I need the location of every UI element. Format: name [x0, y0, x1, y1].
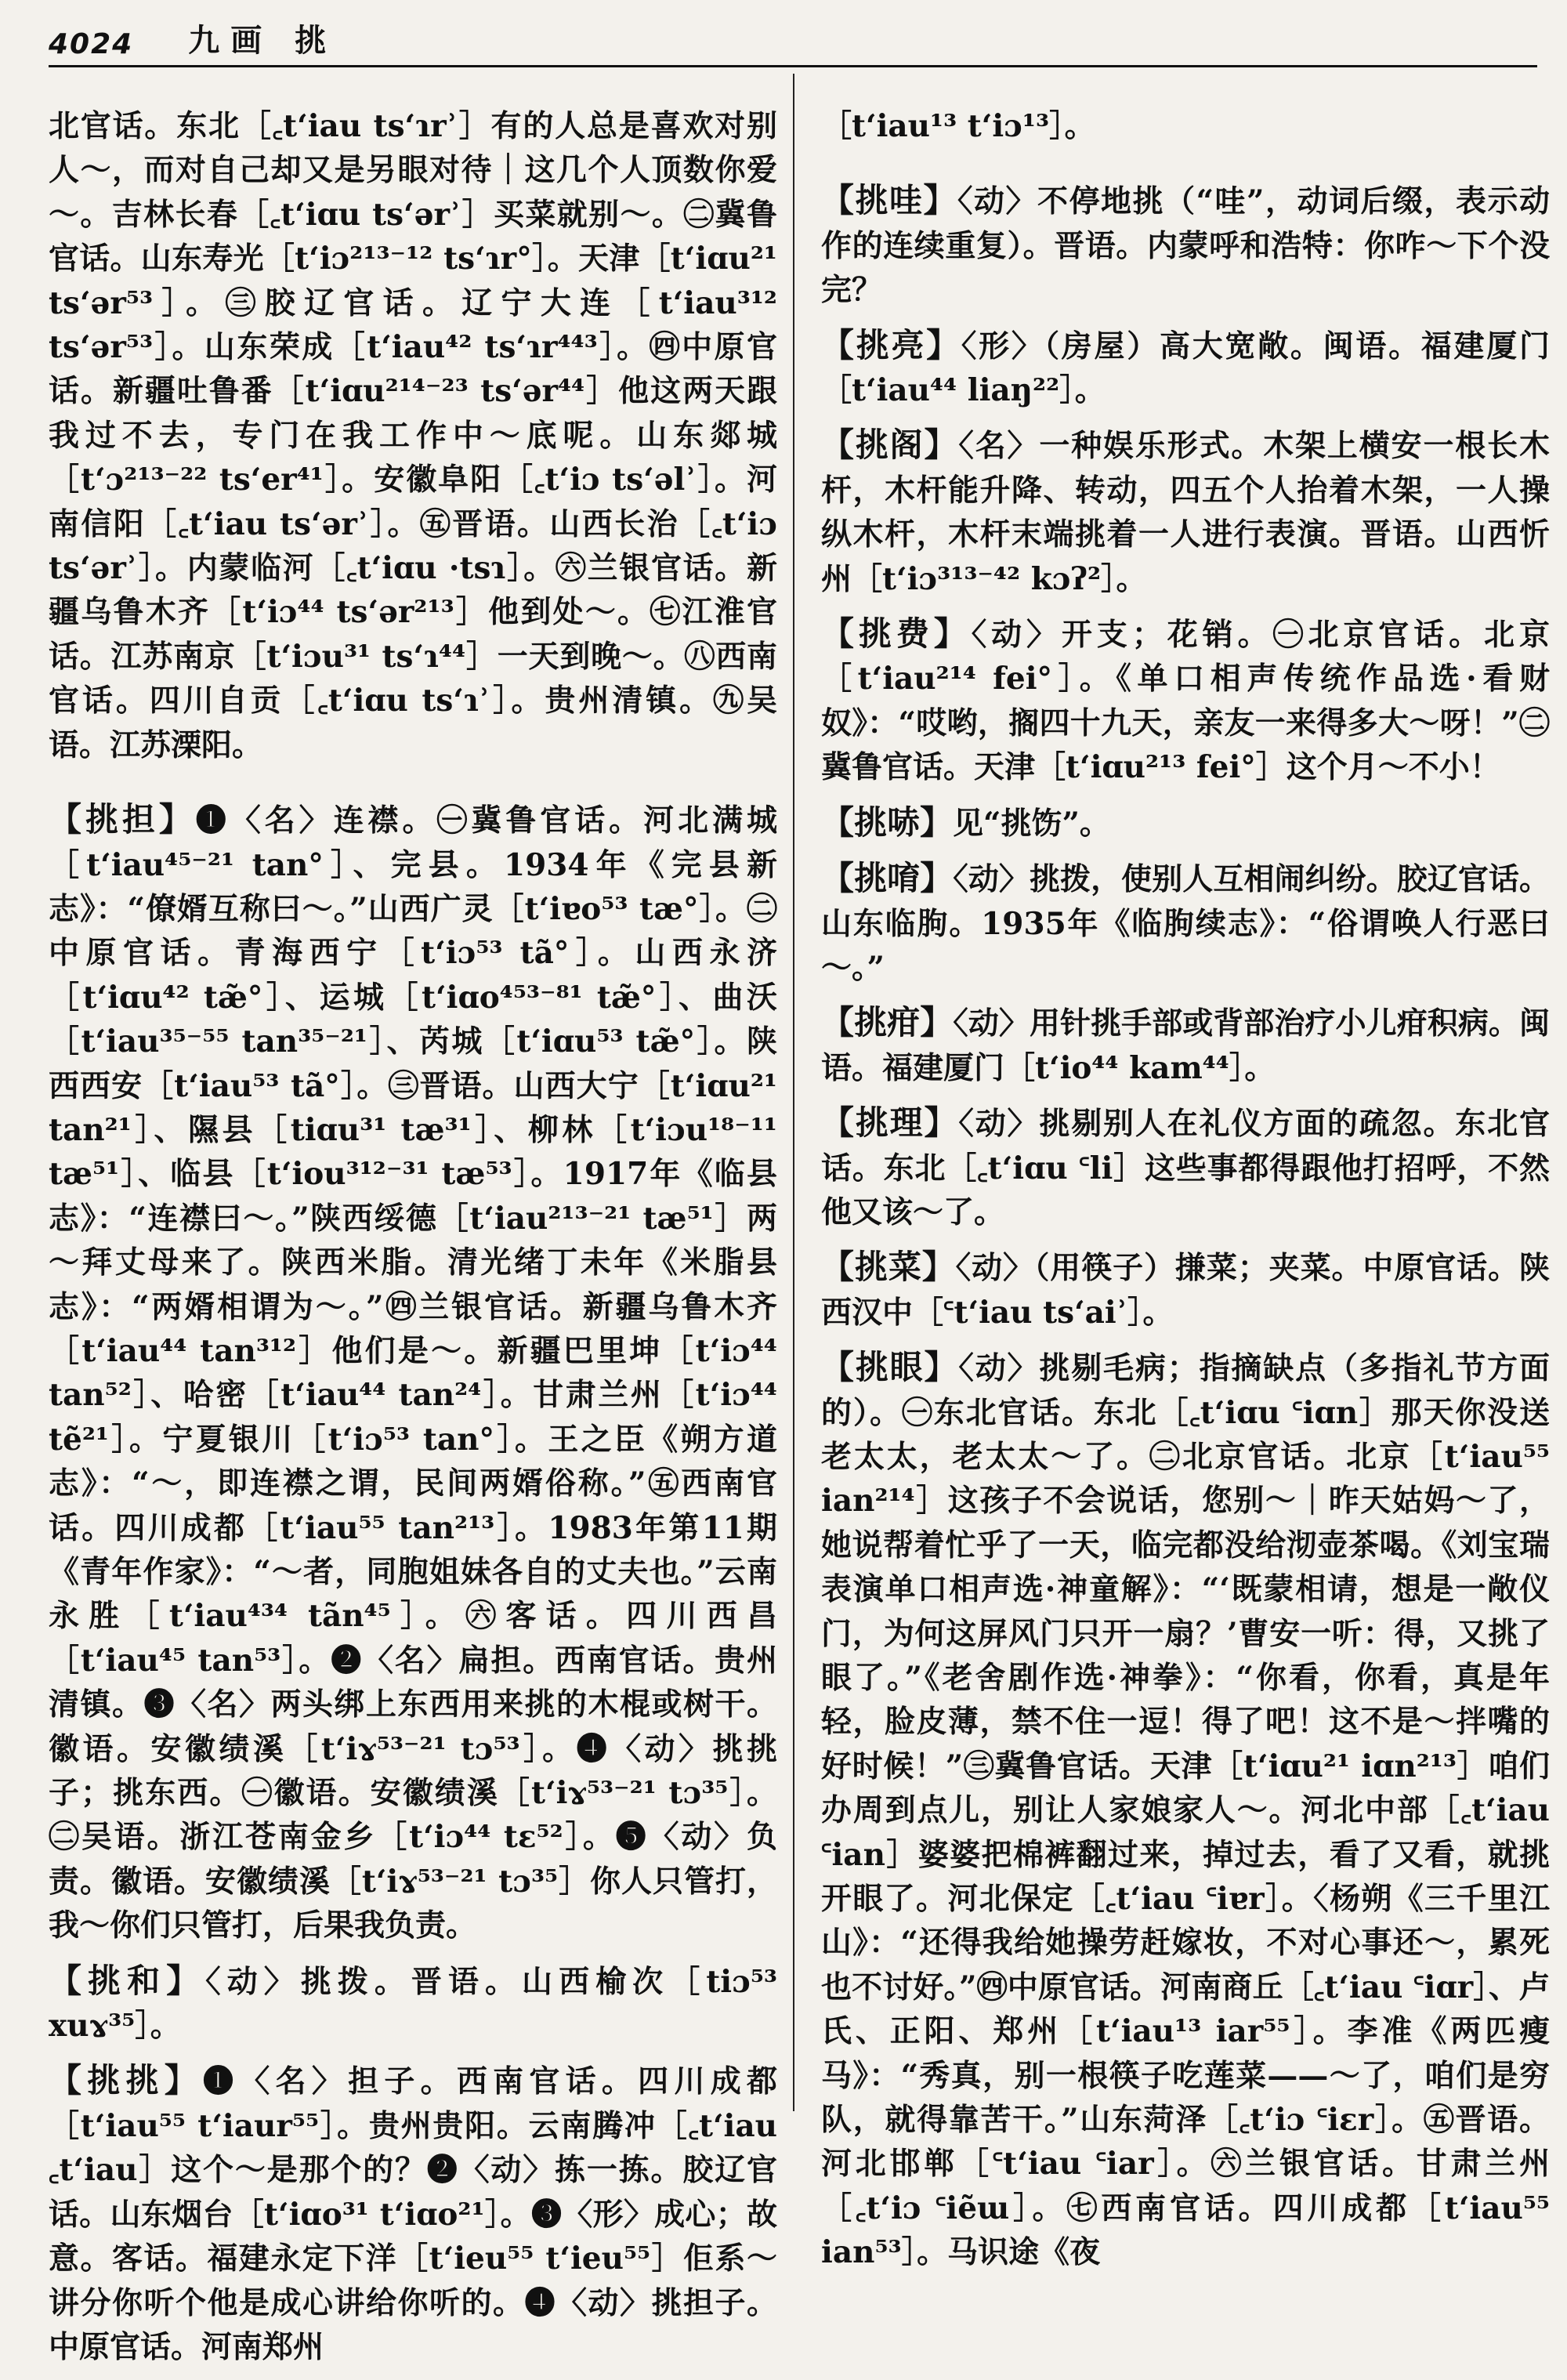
dictionary-entry — [49, 2059, 777, 2369]
headword: 【挑亮】 — [821, 325, 961, 364]
entry-body: ❶〈名〉担子。西南官话。四川成都［tʻiau⁵⁵ tʻiaur⁵⁵］。贵州贵阳。云南腾冲［꜀tʻiau ꜀tʻiau］这个～是那个的？❷〈动〉拣一拣。胶辽官话。山东烟台［tʻiɑo³¹ tʻiɑo²¹］。❸〈形〉成心；故意。客话。福建永定下洋［tʻieu⁵⁵ tʻieu⁵⁵］佢系～讲分你听个他是成心讲给你听的。❹〈动〉挑担子。中原官话。河南郑州 — [49, 2063, 777, 2365]
headword: 【挑担】 — [49, 800, 196, 839]
headword: 【挑唷】 — [821, 859, 954, 898]
entry-body: 〈动〉挑拨。晋语。山西榆次［tiɔ⁵³ xuɤ³⁵］。 — [49, 1963, 777, 2045]
dictionary-entry — [821, 1101, 1550, 1234]
page-number: 4024 — [49, 28, 134, 60]
left-column — [49, 74, 777, 2380]
entry-body: 〈动〉挑剔毛病；指摘缺点（多指礼节方面的）。㊀东北官话。东北［꜀tʻiɑu ꜂iɑn］那天你没送老太太，老太太～了。㊁北京官话。北京［tʻiau⁵⁵ ian²¹⁴］这孩子不会说话，您别～｜昨天姑妈～了，她说帮着忙乎了一天，临完都没给沏壶茶喝。《刘宝瑞表演单口相声选·神童解》：“‘既蒙相请，想是一敞仪门，为何这屏风门只开一扇？’曹安一听：得，又挑了眼了。”《老舍剧作选·神拳》：“你看，你看，真是年轻，脸皮薄，禁不住一逗！得了吧！这不是～拌嘴的好时候！”㊂冀鲁官话。天津［tʻiɑu²¹ iɑn²¹³］咱们办周到点儿，别让人家娘家人～。河北中部［꜀tʻiau ꜂ian］婆婆把棉裤翻过来，掉过去，看了又看，就挑开眼了。河北保定［꜀tʻiau ꜂iɐr］。〈杨朔《三千里江山》：“还得我给她操劳赶嫁妆，不对心事还～，累死也不讨好。”㊃中原官话。河南商丘［꜀tʻiau ꜂iɑr］、卢氏、正阳、郑州［tʻiau¹³ iar⁵⁵］。李准《两匹瘦马》：“秀真，别一根筷子吃莲菜——～了，咱们是穷队，就得靠苦干。”山东菏泽［꜀tʻiɔ ꜂iɛr］。㊄晋语。河北邯郸［꜂tʻiau ꜂iar］。㊅兰银官话。甘肃兰州［꜀tʻiɔ ꜂iẽɯ］。㊆西南官话。四川成都［tʻiau⁵⁵ ian⁵³］。马识途《夜 — [821, 1350, 1550, 2271]
entry-body: ［tʻiau¹³ tʻiɔ¹³］。 — [821, 108, 1095, 144]
entry-body: 〈形〉（房屋）高大宽敞。闽语。福建厦门［tʻiau⁴⁴ liaŋ²²］。 — [821, 328, 1550, 409]
headword: 【挑费】 — [821, 614, 972, 654]
entry-body: 〈动〉开支；花销。㊀北京官话。北京［tʻiau²¹⁴ fei°］。《单口相声传统作品选·看财奴》：“哎哟，搁四十九天，亲友一来得多大～呀！”㊁冀鲁官话。天津［tʻiɑu²¹³ fei°］这个月～不小！ — [821, 617, 1550, 786]
entry-body: 〈动〉不停地挑（“哇”，动词后缀，表示动作的连续重复）。晋语。内蒙呼和浩特：你咋～下个没完？ — [821, 183, 1550, 309]
dictionary-entry — [821, 1245, 1550, 1335]
dictionary-entry — [49, 798, 777, 1948]
headword: 【挑疳】 — [821, 1003, 954, 1042]
entry-body: 见“挑饬”。 — [953, 805, 1110, 842]
dictionary-entry — [821, 1346, 1550, 2275]
continuation-text — [49, 104, 777, 767]
headword: 【挑哧】 — [821, 802, 954, 842]
entry-body: 〈动〉用针挑手部或背部治疗小儿疳积病。闽语。福建厦门［tʻio⁴⁴ kam⁴⁴］。 — [821, 1005, 1550, 1086]
dictionary-entry — [821, 179, 1550, 312]
dictionary-entry — [49, 1959, 777, 2049]
entry-body: 〈动〉（用筷子）搛菜；夹菜。中原官话。陕西汉中［꜂tʻiau tsʻaiʾ］。 — [821, 1250, 1550, 1331]
headword: 【挑挑】 — [49, 2061, 204, 2100]
continuation-text — [821, 104, 1550, 148]
column-divider — [793, 74, 794, 2111]
section-title: 九画 挑 — [188, 23, 338, 59]
headword: 【挑理】 — [821, 1103, 959, 1143]
headword: 【挑阁】 — [821, 426, 959, 465]
headword: 【挑和】 — [49, 1961, 206, 2000]
dictionary-entry — [821, 857, 1550, 990]
entry-body: 〈动〉挑拨，使别人互相闹纠纷。胶辽官话。山东临朐。1935年《临朐续志》：“俗谓唤人行恶曰～。” — [821, 861, 1550, 986]
headword: 【挑菜】 — [821, 1248, 956, 1287]
dictionary-entry — [821, 1001, 1550, 1090]
dictionary-entry — [821, 324, 1550, 413]
entry-body: 〈动〉挑剔别人在礼仪方面的疏忽。东北官话。东北［꜀tʻiɑu ꜂li］这些事都得跟他打招呼，不然他又该～了。 — [821, 1106, 1550, 1230]
headword: 【挑眼】 — [821, 1348, 959, 1387]
dictionary-entry — [821, 612, 1550, 790]
dictionary-entry — [821, 423, 1550, 601]
headword: 【挑哇】 — [821, 181, 958, 220]
right-column — [821, 74, 1550, 2286]
entry-body: ❶〈名〉连襟。㊀冀鲁官话。河北满城［tʻiau⁴⁵⁻²¹ tan°］、完县。1934年《完县新志》：“僚婿互称曰～。”山西广灵［tʻiɐo⁵³ tæ°］。㊁中原官话。青海西宁［tʻiɔ⁵³ tã°］。山西永济［tʻiɑu⁴² tæ̃°］、运城［tʻiɑo⁴⁵³⁻⁸¹ tæ̃°］、曲沃［tʻiau³⁵⁻⁵⁵ tan³⁵⁻²¹］、芮城［tʻiɑu⁵³ tæ̃°］。陕西西安［tʻiau⁵³ tã°］。㊂晋语。山西大宁［tʻiɑu²¹ tan²¹］、隰县［tiɑu³¹ tæ³¹］、柳林［tʻiɔu¹⁸⁻¹¹ tæ⁵¹］、临县［tʻiou³¹²⁻³¹ tæ⁵³］。1917年《临县志》：“连襟曰～。”陕西绥德［tʻiau²¹³⁻²¹ tæ⁵¹］两～拜丈母来了。陕西米脂。清光绪丁未年《米脂县志》：“两婿相谓为～。”㊃兰银官话。新疆乌鲁木齐［tʻiau⁴⁴ tan³¹²］他们是～。新疆巴里坤［tʻiɔ⁴⁴ tan⁵²］、哈密［tʻiau⁴⁴ tan²⁴］。甘肃兰州［tʻiɔ⁴⁴ tẽ²¹］。宁夏银川［tʻiɔ⁵³ tan°］。王之臣《朔方道志》：“～，即连襟之谓，民间两婿俗称。”㊄西南官话。四川成都［tʻiau⁵⁵ tan²¹³］。1983年第11期《青年作家》：“～者，同胞姐妹各自的丈夫也。”云南永胜［tʻiau⁴³⁴ tãn⁴⁵］。㊅客话。四川西昌［tʻiau⁴⁵ tan⁵³］。❷〈名〉扁担。西南官话。贵州清镇。❸〈名〉两头绑上东西用来挑的木棍或树干。徽语。安徽绩溪［tʻiɤ⁵³⁻²¹ tɔ⁵³］。❹〈动〉挑挑子；挑东西。㊀徽语。安徽绩溪［tʻiɤ⁵³⁻²¹ tɔ³⁵］。㊁吴语。浙江苍南金乡［tʻiɔ⁴⁴ tɛ⁵²］。❺〈动〉负责。徽语。安徽绩溪［tʻiɤ⁵³⁻²¹ tɔ³⁵］你人只管打，我～你们只管打，后果我负责。 — [49, 802, 777, 1944]
dictionary-entry — [821, 801, 1550, 846]
page-header — [49, 22, 1537, 67]
entry-body: 〈名〉一种娱乐形式。木架上横安一根长木杆，木杆能升降、转动，四五个人抬着木架，一人操纵木杆，木杆末端挑着一人进行表演。晋语。山西忻州［tʻiɔ³¹³⁻⁴² kɔʔ²］。 — [821, 428, 1550, 597]
entry-body: 北官话。东北［꜀tʻiau tsʻɿrʾ］有的人总是喜欢对别人～，而对自己却又是另眼对待｜这几个人顶数你爱～。吉林长春［꜀tʻiɑu tsʻərʾ］买菜就别～。㊁冀鲁官话。山东寿光［tʻiɔ²¹³⁻¹² tsʻɿr°］。天津［tʻiɑu²¹ tsʻər⁵³］。㊂胶辽官话。辽宁大连［tʻiau³¹² tsʻər⁵³］。山东荣成［tʻiau⁴² tsʻɿr⁴⁴³］。㊃中原官话。新疆吐鲁番［tʻiɑu²¹⁴⁻²³ tsʻər⁴⁴］他这两天跟我过不去，专门在我工作中～底呢。山东郯城［tʻɔ²¹³⁻²² tsʻer⁴¹］。安徽阜阳［꜀tʻiɔ tsʻəlʾ］。河南信阳［꜀tʻiau tsʻərʾ］。㊄晋语。山西长治［꜀tʻiɔ tsʻərʾ］。内蒙临河［꜀tʻiɑu ·tsɿ］。㊅兰银官话。新疆乌鲁木齐［tʻiɔ⁴⁴ tsʻər²¹³］他到处～。㊆江淮官话。江苏南京［tʻiɔu³¹ tsʻɿ⁴⁴］一天到晚～。㊇西南官话。四川自贡［꜀tʻiɑu tsʻɿʾ］。贵州清镇。㊈吴语。江苏溧阳。 — [49, 108, 777, 763]
